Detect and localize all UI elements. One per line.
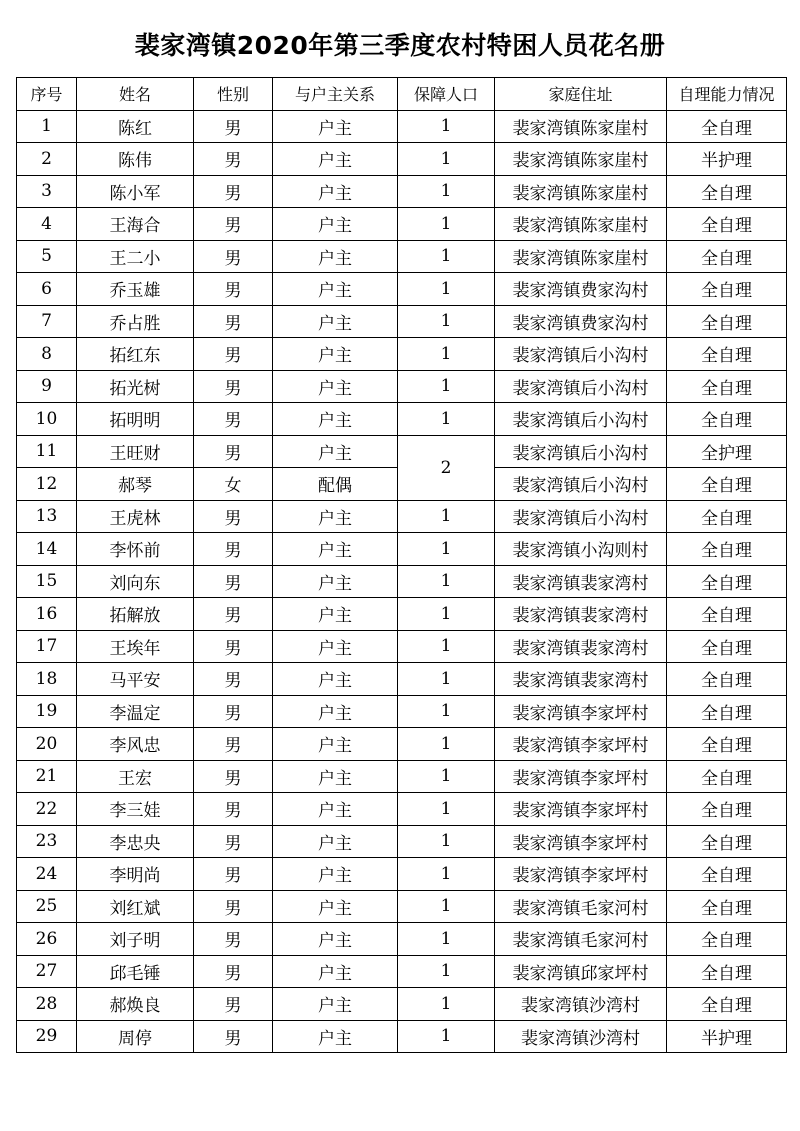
cell-name: 陈小军	[77, 175, 194, 208]
cell-population: 1	[398, 825, 495, 858]
header-care: 自理能力情况	[667, 78, 787, 111]
cell-population: 1	[398, 890, 495, 923]
cell-name: 拓光树	[77, 370, 194, 403]
cell-sex: 男	[194, 208, 273, 241]
cell-population: 1	[398, 370, 495, 403]
cell-population: 1	[398, 793, 495, 826]
table-row	[17, 598, 787, 631]
cell-population: 1	[398, 1020, 495, 1053]
cell-sex: 男	[194, 338, 273, 371]
cell-care: 全自理	[667, 728, 787, 761]
cell-relation: 户主	[273, 370, 398, 403]
cell-name: 邱毛锤	[77, 955, 194, 988]
cell-no: 9	[17, 370, 77, 403]
cell-care: 全自理	[667, 663, 787, 696]
cell-relation: 户主	[273, 435, 398, 468]
cell-relation: 户主	[273, 403, 398, 436]
cell-name: 李明尚	[77, 858, 194, 891]
cell-care: 半护理	[667, 1020, 787, 1053]
cell-no: 23	[17, 825, 77, 858]
cell-care: 全自理	[667, 988, 787, 1021]
cell-address: 裴家湾镇沙湾村	[495, 988, 667, 1021]
cell-no: 5	[17, 240, 77, 273]
cell-relation: 户主	[273, 143, 398, 176]
cell-address: 裴家湾镇李家坪村	[495, 760, 667, 793]
cell-relation: 户主	[273, 565, 398, 598]
header-sex: 性别	[194, 78, 273, 111]
cell-address: 裴家湾镇后小沟村	[495, 500, 667, 533]
cell-care: 全自理	[667, 468, 787, 501]
cell-relation: 户主	[273, 305, 398, 338]
cell-relation: 户主	[273, 858, 398, 891]
table-row	[17, 240, 787, 273]
cell-care: 全自理	[667, 175, 787, 208]
cell-sex: 男	[194, 143, 273, 176]
cell-relation: 户主	[273, 533, 398, 566]
cell-population: 1	[398, 110, 495, 143]
cell-relation: 户主	[273, 630, 398, 663]
cell-no: 27	[17, 955, 77, 988]
cell-no: 12	[17, 468, 77, 501]
cell-name: 拓解放	[77, 598, 194, 631]
cell-relation: 户主	[273, 988, 398, 1021]
cell-care: 全自理	[667, 760, 787, 793]
table-row	[17, 175, 787, 208]
cell-sex: 男	[194, 598, 273, 631]
table-row	[17, 338, 787, 371]
cell-sex: 男	[194, 175, 273, 208]
cell-address: 裴家湾镇邱家坪村	[495, 955, 667, 988]
cell-name: 郝焕良	[77, 988, 194, 1021]
cell-care: 全自理	[667, 858, 787, 891]
cell-no: 28	[17, 988, 77, 1021]
cell-sex: 男	[194, 273, 273, 306]
table-row	[17, 370, 787, 403]
cell-name: 郝琴	[77, 468, 194, 501]
cell-no: 11	[17, 435, 77, 468]
cell-relation: 户主	[273, 825, 398, 858]
cell-address: 裴家湾镇陈家崖村	[495, 175, 667, 208]
cell-sex: 男	[194, 1020, 273, 1053]
cell-no: 3	[17, 175, 77, 208]
cell-care: 全自理	[667, 240, 787, 273]
cell-no: 6	[17, 273, 77, 306]
cell-care: 全自理	[667, 955, 787, 988]
cell-name: 李风忠	[77, 728, 194, 761]
table-row	[17, 533, 787, 566]
cell-population: 1	[398, 500, 495, 533]
cell-sex: 男	[194, 988, 273, 1021]
cell-address: 裴家湾镇李家坪村	[495, 793, 667, 826]
cell-care: 全自理	[667, 793, 787, 826]
cell-address: 裴家湾镇陈家崖村	[495, 110, 667, 143]
cell-name: 拓明明	[77, 403, 194, 436]
cell-name: 李怀前	[77, 533, 194, 566]
cell-sex: 男	[194, 695, 273, 728]
cell-sex: 男	[194, 305, 273, 338]
cell-population: 1	[398, 208, 495, 241]
cell-name: 王埃年	[77, 630, 194, 663]
cell-relation: 户主	[273, 1020, 398, 1053]
cell-address: 裴家湾镇后小沟村	[495, 338, 667, 371]
table-body	[17, 110, 787, 1053]
cell-population: 1	[398, 630, 495, 663]
cell-no: 24	[17, 858, 77, 891]
cell-care: 全自理	[667, 565, 787, 598]
table-row	[17, 728, 787, 761]
cell-address: 裴家湾镇裴家湾村	[495, 598, 667, 631]
cell-sex: 男	[194, 955, 273, 988]
cell-no: 13	[17, 500, 77, 533]
cell-population: 1	[398, 728, 495, 761]
cell-sex: 男	[194, 403, 273, 436]
cell-address: 裴家湾镇裴家湾村	[495, 630, 667, 663]
table-row	[17, 955, 787, 988]
table-row	[17, 890, 787, 923]
cell-name: 刘子明	[77, 923, 194, 956]
cell-name: 李温定	[77, 695, 194, 728]
cell-relation: 户主	[273, 728, 398, 761]
cell-care: 全自理	[667, 370, 787, 403]
table-row	[17, 760, 787, 793]
cell-relation: 户主	[273, 760, 398, 793]
header-name: 姓名	[77, 78, 194, 111]
cell-care: 全自理	[667, 338, 787, 371]
cell-relation: 户主	[273, 500, 398, 533]
cell-address: 裴家湾镇李家坪村	[495, 728, 667, 761]
cell-sex: 男	[194, 630, 273, 663]
cell-population: 1	[398, 858, 495, 891]
cell-relation: 户主	[273, 273, 398, 306]
cell-name: 王虎林	[77, 500, 194, 533]
cell-name: 乔占胜	[77, 305, 194, 338]
cell-sex: 男	[194, 240, 273, 273]
cell-no: 18	[17, 663, 77, 696]
table-row	[17, 208, 787, 241]
cell-relation: 户主	[273, 240, 398, 273]
header-relation: 与户主关系	[273, 78, 398, 111]
table-row	[17, 273, 787, 306]
cell-no: 16	[17, 598, 77, 631]
cell-address: 裴家湾镇后小沟村	[495, 403, 667, 436]
page-title: 裴家湾镇2020年第三季度农村特困人员花名册	[134, 31, 666, 60]
cell-relation: 户主	[273, 955, 398, 988]
cell-relation: 户主	[273, 208, 398, 241]
cell-sex: 男	[194, 890, 273, 923]
cell-address: 裴家湾镇李家坪村	[495, 825, 667, 858]
cell-sex: 男	[194, 923, 273, 956]
cell-population: 1	[398, 143, 495, 176]
cell-no: 22	[17, 793, 77, 826]
table-row	[17, 110, 787, 143]
cell-address: 裴家湾镇后小沟村	[495, 468, 667, 501]
table-row	[17, 565, 787, 598]
cell-relation: 配偶	[273, 468, 398, 501]
cell-care: 半护理	[667, 143, 787, 176]
cell-care: 全自理	[667, 825, 787, 858]
cell-sex: 男	[194, 110, 273, 143]
cell-no: 17	[17, 630, 77, 663]
header-population: 保障人口	[398, 78, 495, 111]
cell-care: 全自理	[667, 500, 787, 533]
cell-name: 陈伟	[77, 143, 194, 176]
cell-care: 全自理	[667, 533, 787, 566]
table-row	[17, 695, 787, 728]
cell-population: 1	[398, 955, 495, 988]
table-row	[17, 793, 787, 826]
cell-care: 全自理	[667, 890, 787, 923]
cell-care: 全护理	[667, 435, 787, 468]
cell-address: 裴家湾镇李家坪村	[495, 858, 667, 891]
cell-relation: 户主	[273, 663, 398, 696]
cell-relation: 户主	[273, 338, 398, 371]
cell-care: 全自理	[667, 598, 787, 631]
cell-care: 全自理	[667, 273, 787, 306]
cell-name: 刘向东	[77, 565, 194, 598]
cell-relation: 户主	[273, 175, 398, 208]
cell-name: 周停	[77, 1020, 194, 1053]
cell-care: 全自理	[667, 695, 787, 728]
table-row	[17, 825, 787, 858]
cell-no: 7	[17, 305, 77, 338]
cell-population: 2	[398, 435, 495, 500]
cell-population: 1	[398, 695, 495, 728]
cell-care: 全自理	[667, 403, 787, 436]
cell-name: 王宏	[77, 760, 194, 793]
cell-name: 乔玉雄	[77, 273, 194, 306]
cell-address: 裴家湾镇陈家崖村	[495, 208, 667, 241]
cell-sex: 男	[194, 533, 273, 566]
cell-care: 全自理	[667, 305, 787, 338]
cell-relation: 户主	[273, 923, 398, 956]
cell-population: 1	[398, 598, 495, 631]
cell-care: 全自理	[667, 923, 787, 956]
cell-no: 19	[17, 695, 77, 728]
cell-population: 1	[398, 988, 495, 1021]
cell-address: 裴家湾镇费家沟村	[495, 305, 667, 338]
cell-sex: 男	[194, 663, 273, 696]
cell-sex: 男	[194, 500, 273, 533]
cell-name: 拓红东	[77, 338, 194, 371]
table-row	[17, 305, 787, 338]
table-header-row	[17, 78, 787, 111]
cell-address: 裴家湾镇裴家湾村	[495, 663, 667, 696]
cell-sex: 男	[194, 793, 273, 826]
cell-address: 裴家湾镇小沟则村	[495, 533, 667, 566]
cell-name: 王海合	[77, 208, 194, 241]
table-row	[17, 435, 787, 468]
cell-care: 全自理	[667, 208, 787, 241]
table-row	[17, 923, 787, 956]
cell-population: 1	[398, 403, 495, 436]
cell-sex: 男	[194, 370, 273, 403]
table-row	[17, 403, 787, 436]
cell-no: 25	[17, 890, 77, 923]
cell-population: 1	[398, 923, 495, 956]
cell-relation: 户主	[273, 890, 398, 923]
table-row	[17, 858, 787, 891]
cell-sex: 男	[194, 825, 273, 858]
cell-care: 全自理	[667, 110, 787, 143]
cell-address: 裴家湾镇李家坪村	[495, 695, 667, 728]
cell-name: 陈红	[77, 110, 194, 143]
cell-sex: 男	[194, 728, 273, 761]
cell-sex: 男	[194, 760, 273, 793]
cell-no: 26	[17, 923, 77, 956]
cell-name: 李三娃	[77, 793, 194, 826]
cell-sex: 女	[194, 468, 273, 501]
cell-population: 1	[398, 175, 495, 208]
cell-population: 1	[398, 533, 495, 566]
cell-population: 1	[398, 565, 495, 598]
cell-name: 马平安	[77, 663, 194, 696]
cell-name: 刘红斌	[77, 890, 194, 923]
table-row	[17, 988, 787, 1021]
table-row	[17, 663, 787, 696]
cell-sex: 男	[194, 565, 273, 598]
cell-sex: 男	[194, 858, 273, 891]
cell-relation: 户主	[273, 793, 398, 826]
cell-address: 裴家湾镇毛家河村	[495, 923, 667, 956]
cell-no: 1	[17, 110, 77, 143]
cell-relation: 户主	[273, 695, 398, 728]
cell-no: 14	[17, 533, 77, 566]
cell-sex: 男	[194, 435, 273, 468]
table-row	[17, 500, 787, 533]
cell-population: 1	[398, 240, 495, 273]
cell-population: 1	[398, 305, 495, 338]
cell-relation: 户主	[273, 110, 398, 143]
cell-population: 1	[398, 273, 495, 306]
cell-no: 8	[17, 338, 77, 371]
cell-population: 1	[398, 760, 495, 793]
cell-no: 20	[17, 728, 77, 761]
cell-name: 李忠央	[77, 825, 194, 858]
cell-care: 全自理	[667, 630, 787, 663]
cell-no: 10	[17, 403, 77, 436]
cell-address: 裴家湾镇陈家崖村	[495, 143, 667, 176]
cell-no: 4	[17, 208, 77, 241]
cell-population: 1	[398, 663, 495, 696]
cell-name: 王二小	[77, 240, 194, 273]
cell-population: 1	[398, 338, 495, 371]
cell-address: 裴家湾镇后小沟村	[495, 370, 667, 403]
header-no: 序号	[17, 78, 77, 111]
cell-address: 裴家湾镇费家沟村	[495, 273, 667, 306]
cell-no: 21	[17, 760, 77, 793]
cell-address: 裴家湾镇毛家河村	[495, 890, 667, 923]
cell-no: 2	[17, 143, 77, 176]
cell-address: 裴家湾镇裴家湾村	[495, 565, 667, 598]
cell-address: 裴家湾镇后小沟村	[495, 435, 667, 468]
cell-address: 裴家湾镇陈家崖村	[495, 240, 667, 273]
table-row	[17, 143, 787, 176]
cell-address: 裴家湾镇沙湾村	[495, 1020, 667, 1053]
roster-table	[16, 77, 787, 1053]
cell-no: 15	[17, 565, 77, 598]
cell-relation: 户主	[273, 598, 398, 631]
table-row	[17, 630, 787, 663]
cell-name: 王旺财	[77, 435, 194, 468]
header-address: 家庭住址	[495, 78, 667, 111]
cell-no: 29	[17, 1020, 77, 1053]
table-row	[17, 1020, 787, 1053]
